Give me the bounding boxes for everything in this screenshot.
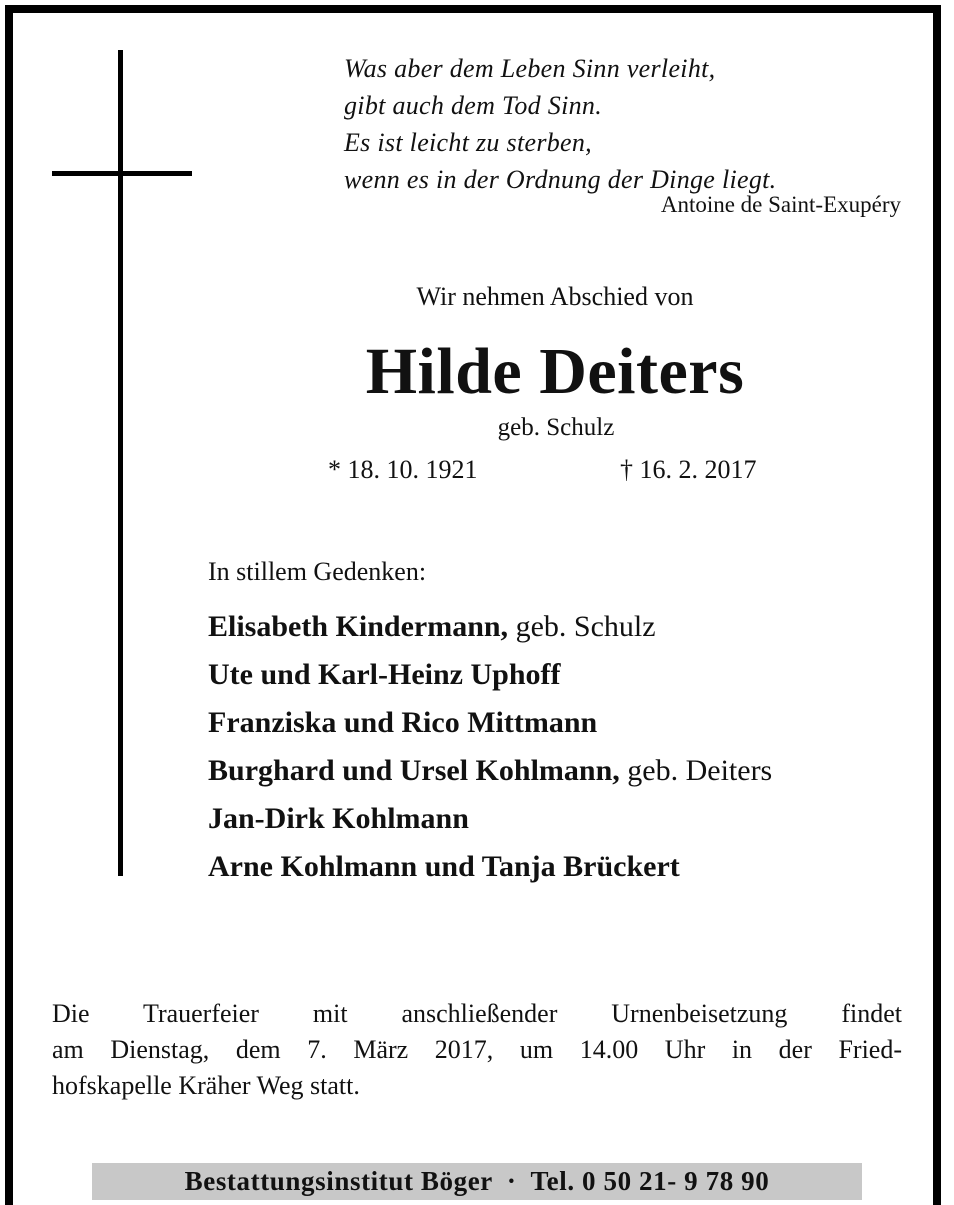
funeral-home-footer — [92, 1163, 862, 1200]
quote-line: gibt auch dem Tod Sinn. — [344, 91, 603, 120]
funeral-home-name: Bestattungsinstitut Böger — [184, 1166, 493, 1196]
mourner-maiden-name: geb. Deiters — [619, 754, 773, 787]
funeral-home-phone: Tel. 0 50 21- 9 78 90 — [530, 1166, 770, 1196]
mourner-item — [208, 699, 772, 747]
intro-text: Wir nehmen Abschied von — [416, 282, 694, 311]
memory-label: In stillem Gedenken: — [208, 557, 427, 586]
ceremony-notice — [52, 996, 902, 1104]
mourner-name: Elisabeth Kindermann, — [208, 610, 509, 643]
mourner-name: Ute und Karl-Heinz Uphoff — [208, 658, 561, 691]
cross-horizontal-bar — [52, 171, 192, 176]
mourner-name: Burghard und Ursel Kohlmann, — [208, 754, 620, 787]
mourner-name: Arne Kohlmann und Tanja Brückert — [208, 850, 680, 883]
quote-line: Was aber dem Leben Sinn verleiht, — [344, 54, 716, 83]
quote-line: wenn es in der Ordnung der Dinge liegt. — [344, 165, 777, 194]
footer-separator: · — [506, 1166, 517, 1196]
deceased-name: Hilde Deiters — [365, 335, 745, 408]
ceremony-line: hofskapelle Kräher Weg statt. — [52, 1071, 360, 1100]
birth-date: * 18. 10. 1921 — [328, 455, 478, 484]
mourner-item — [208, 603, 772, 651]
mourners-list — [208, 603, 772, 891]
mourner-maiden-name: geb. Schulz — [508, 610, 656, 643]
mourner-item — [208, 747, 772, 795]
mourner-name: Jan-Dirk Kohlmann — [208, 802, 469, 835]
mourner-item — [208, 843, 772, 891]
mourner-item — [208, 795, 772, 843]
mourner-item — [208, 651, 772, 699]
ceremony-line: am Dienstag, dem 7. März 2017, um 14.00 Uhr in der Fried- — [52, 1035, 902, 1064]
mourner-name: Franziska und Rico Mittmann — [208, 706, 598, 739]
quote-author: Antoine de Saint-Exupéry — [660, 192, 901, 217]
maiden-name: geb. Schulz — [497, 414, 615, 441]
quote — [344, 50, 904, 198]
ceremony-line: Die Trauerfeier mit anschließender Urnenbeisetzung findet — [52, 999, 902, 1028]
death-date: † 16. 2. 2017 — [620, 455, 757, 484]
quote-line: Es ist leicht zu sterben, — [344, 128, 592, 157]
